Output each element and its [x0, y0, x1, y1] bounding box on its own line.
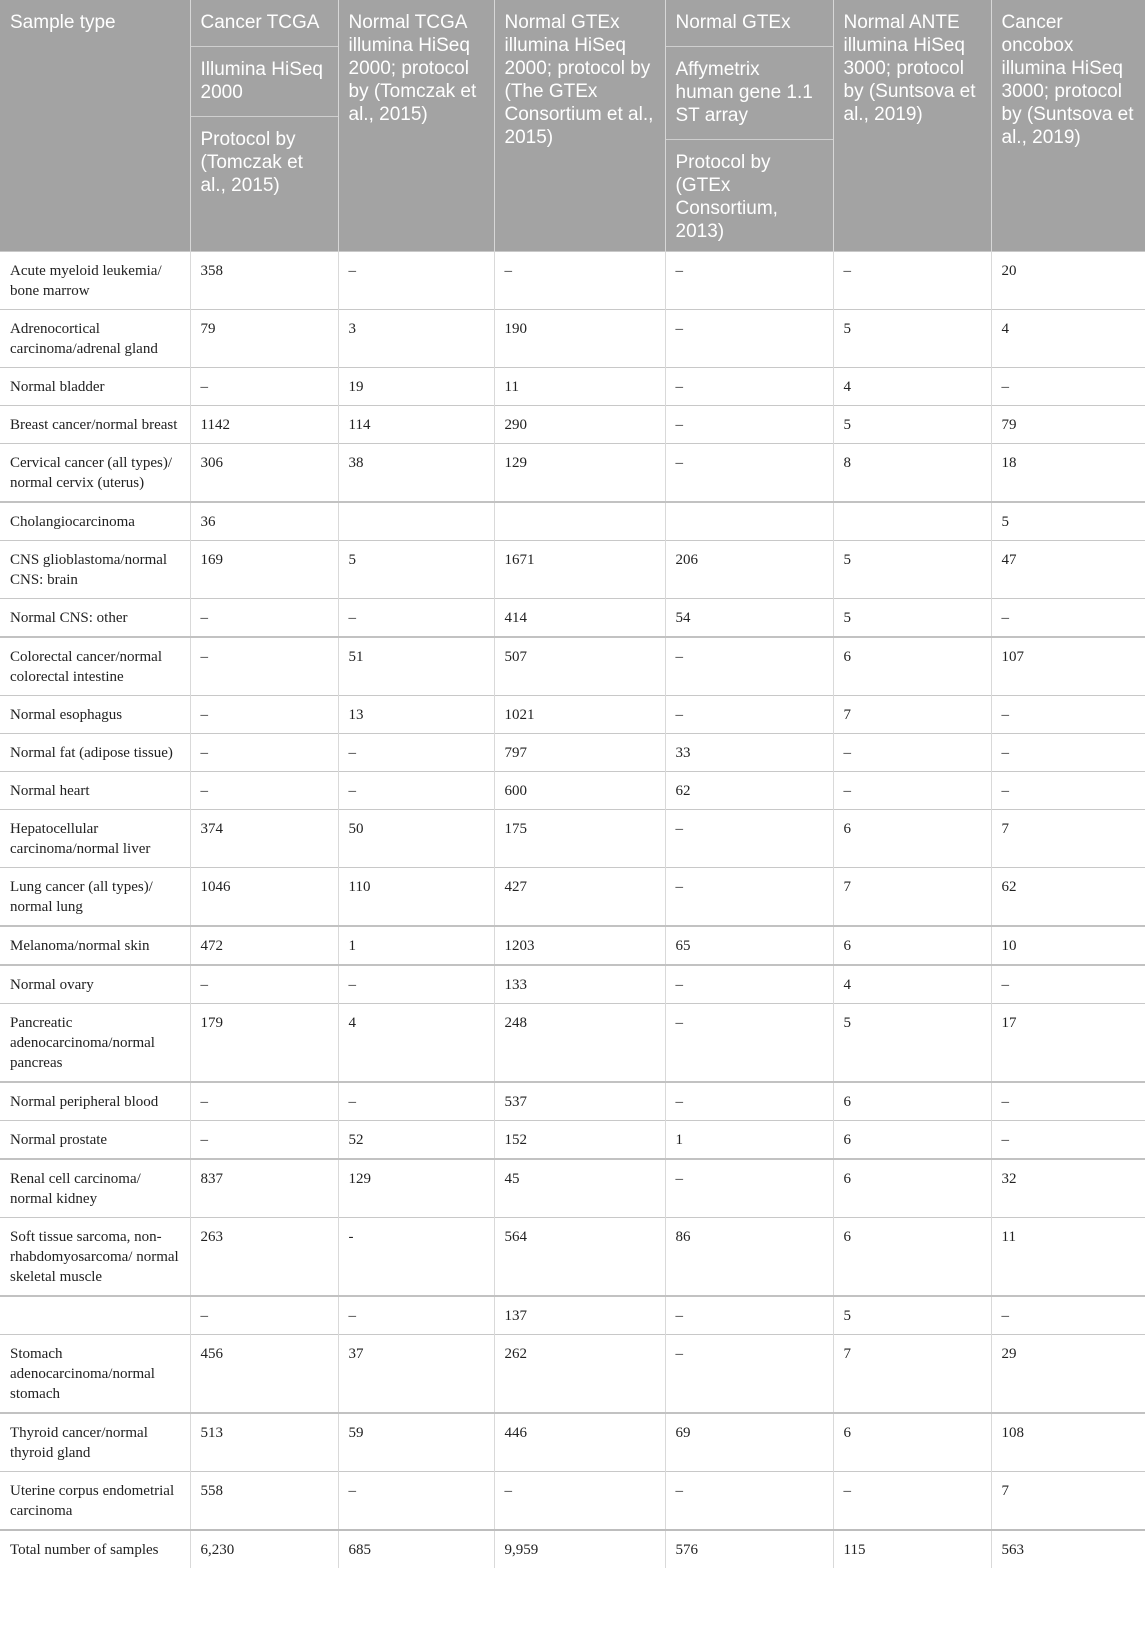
- cell-cancer-tcga: 169: [190, 541, 338, 599]
- cell-normal-gtex-affymetrix: –: [665, 252, 833, 310]
- cell-cancer-tcga: 1142: [190, 406, 338, 444]
- cell-normal-ante: –: [833, 734, 991, 772]
- cell-cancer-oncobox: 11: [991, 1218, 1145, 1297]
- cell-sample-type: Normal CNS: other: [0, 599, 190, 638]
- cell-normal-gtex-affymetrix: 54: [665, 599, 833, 638]
- total-cancer-tcga: 6,230: [190, 1530, 338, 1568]
- cell-cancer-oncobox: 20: [991, 252, 1145, 310]
- cell-sample-type: Renal cell carcinoma/ normal kidney: [0, 1159, 190, 1218]
- header-cancer-tcga: [190, 0, 338, 252]
- cell-normal-ante: 8: [833, 444, 991, 503]
- cell-normal-gtex-hiseq: 446: [494, 1413, 665, 1472]
- cell-cancer-tcga: 306: [190, 444, 338, 503]
- cell-normal-ante: 6: [833, 1082, 991, 1121]
- cell-normal-gtex-affymetrix: 86: [665, 1218, 833, 1297]
- table-row: [0, 310, 1145, 368]
- cell-normal-gtex-affymetrix: 69: [665, 1413, 833, 1472]
- cell-cancer-oncobox: 79: [991, 406, 1145, 444]
- table-row: [0, 926, 1145, 965]
- cell-cancer-tcga: 837: [190, 1159, 338, 1218]
- cell-normal-gtex-hiseq: –: [494, 252, 665, 310]
- cell-normal-gtex-affymetrix: –: [665, 1082, 833, 1121]
- header-cancer-tcga-protocol: Protocol by (Tomczak et al., 2015): [191, 116, 338, 197]
- cell-cancer-oncobox: 10: [991, 926, 1145, 965]
- table-body: [0, 252, 1145, 1569]
- cell-cancer-oncobox: 62: [991, 868, 1145, 927]
- cell-cancer-oncobox: –: [991, 965, 1145, 1004]
- cell-normal-ante: 7: [833, 1335, 991, 1414]
- cell-normal-gtex-affymetrix: –: [665, 444, 833, 503]
- cell-cancer-oncobox: –: [991, 368, 1145, 406]
- cell-normal-ante: 4: [833, 965, 991, 1004]
- cell-normal-gtex-affymetrix: –: [665, 406, 833, 444]
- cell-cancer-tcga: 36: [190, 502, 338, 541]
- cell-normal-tcga: 129: [338, 1159, 494, 1218]
- cell-normal-tcga: 4: [338, 1004, 494, 1083]
- cell-sample-type: Lung cancer (all types)/ normal lung: [0, 868, 190, 927]
- cell-normal-ante: 6: [833, 1218, 991, 1297]
- cell-cancer-tcga: –: [190, 1296, 338, 1335]
- cell-sample-type: Colorectal cancer/normal colorectal intestine: [0, 637, 190, 696]
- cell-cancer-oncobox: 7: [991, 810, 1145, 868]
- table-row: [0, 1159, 1145, 1218]
- total-normal-tcga: 685: [338, 1530, 494, 1568]
- cell-normal-gtex-hiseq: 262: [494, 1335, 665, 1414]
- cell-cancer-tcga: 263: [190, 1218, 338, 1297]
- table-row: [0, 1218, 1145, 1297]
- table-row: [0, 1121, 1145, 1160]
- header-normal-gtex-protocol: Protocol by (GTEx Consortium, 2013): [666, 139, 833, 243]
- cell-normal-tcga: 110: [338, 868, 494, 927]
- cell-cancer-tcga: –: [190, 368, 338, 406]
- cell-normal-gtex-hiseq: 133: [494, 965, 665, 1004]
- total-sample-type: Total number of samples: [0, 1530, 190, 1568]
- cell-cancer-tcga: 1046: [190, 868, 338, 927]
- cell-sample-type: Adrenocortical carcinoma/adrenal gland: [0, 310, 190, 368]
- table-row: [0, 1296, 1145, 1335]
- cell-normal-tcga: 5: [338, 541, 494, 599]
- cell-cancer-oncobox: –: [991, 696, 1145, 734]
- header-row: [0, 0, 1145, 252]
- total-normal-ante: 115: [833, 1530, 991, 1568]
- cell-sample-type: Normal heart: [0, 772, 190, 810]
- table-row: [0, 734, 1145, 772]
- cell-normal-tcga: 50: [338, 810, 494, 868]
- table-row: [0, 1413, 1145, 1472]
- cell-normal-ante: 5: [833, 541, 991, 599]
- cell-cancer-oncobox: –: [991, 1121, 1145, 1160]
- cell-cancer-tcga: 358: [190, 252, 338, 310]
- table-row: [0, 772, 1145, 810]
- table-row: [0, 502, 1145, 541]
- table-row: [0, 868, 1145, 927]
- table-row: [0, 599, 1145, 638]
- cell-normal-tcga: –: [338, 734, 494, 772]
- cell-normal-tcga: 37: [338, 1335, 494, 1414]
- cell-cancer-oncobox: –: [991, 1082, 1145, 1121]
- table-row: [0, 541, 1145, 599]
- cell-normal-gtex-hiseq: 11: [494, 368, 665, 406]
- cell-normal-gtex-affymetrix: 65: [665, 926, 833, 965]
- cell-cancer-tcga: 472: [190, 926, 338, 965]
- cell-normal-gtex-hiseq: 248: [494, 1004, 665, 1083]
- cell-sample-type: Hepatocellular carcinoma/normal liver: [0, 810, 190, 868]
- cell-cancer-oncobox: –: [991, 599, 1145, 638]
- cell-normal-tcga: –: [338, 1296, 494, 1335]
- cell-normal-tcga: –: [338, 965, 494, 1004]
- cell-cancer-tcga: –: [190, 965, 338, 1004]
- cell-cancer-tcga: –: [190, 637, 338, 696]
- cell-normal-gtex-affymetrix: –: [665, 310, 833, 368]
- cell-cancer-tcga: 513: [190, 1413, 338, 1472]
- cell-normal-tcga: –: [338, 1472, 494, 1531]
- header-cancer-tcga-platform: Illumina HiSeq 2000: [191, 46, 338, 104]
- cell-normal-tcga: 38: [338, 444, 494, 503]
- cell-sample-type: Soft tissue sarcoma, non-rhabdomyosarcoma/ normal skeletal muscle: [0, 1218, 190, 1297]
- cell-normal-gtex-hiseq: 1671: [494, 541, 665, 599]
- cell-cancer-oncobox: –: [991, 1296, 1145, 1335]
- cell-cancer-oncobox: –: [991, 772, 1145, 810]
- cell-sample-type: Pancreatic adenocarcinoma/normal pancreas: [0, 1004, 190, 1083]
- cell-normal-ante: 6: [833, 637, 991, 696]
- cell-cancer-tcga: –: [190, 696, 338, 734]
- cell-cancer-oncobox: 32: [991, 1159, 1145, 1218]
- cell-cancer-oncobox: 29: [991, 1335, 1145, 1414]
- cell-normal-tcga: 51: [338, 637, 494, 696]
- cell-normal-gtex-hiseq: 190: [494, 310, 665, 368]
- cell-normal-ante: 6: [833, 1121, 991, 1160]
- cell-normal-gtex-affymetrix: –: [665, 1004, 833, 1083]
- cell-cancer-tcga: –: [190, 1121, 338, 1160]
- cell-normal-tcga: 52: [338, 1121, 494, 1160]
- total-row: [0, 1530, 1145, 1568]
- cell-sample-type: Normal ovary: [0, 965, 190, 1004]
- cell-normal-tcga: [338, 502, 494, 541]
- cell-sample-type: Breast cancer/normal breast: [0, 406, 190, 444]
- cell-normal-ante: 6: [833, 1159, 991, 1218]
- cell-cancer-oncobox: 17: [991, 1004, 1145, 1083]
- cell-normal-ante: 4: [833, 368, 991, 406]
- cell-normal-tcga: 1: [338, 926, 494, 965]
- cell-normal-tcga: 19: [338, 368, 494, 406]
- cell-normal-gtex-hiseq: 507: [494, 637, 665, 696]
- cell-cancer-tcga: –: [190, 734, 338, 772]
- cell-normal-ante: –: [833, 772, 991, 810]
- cell-cancer-oncobox: –: [991, 734, 1145, 772]
- cell-normal-gtex-hiseq: 600: [494, 772, 665, 810]
- cell-normal-gtex-hiseq: 1021: [494, 696, 665, 734]
- cell-normal-ante: 5: [833, 406, 991, 444]
- cell-normal-tcga: 3: [338, 310, 494, 368]
- table-row: [0, 406, 1145, 444]
- cell-normal-gtex-affymetrix: 206: [665, 541, 833, 599]
- cell-normal-gtex-hiseq: [494, 502, 665, 541]
- cell-cancer-tcga: –: [190, 1082, 338, 1121]
- table-row: [0, 696, 1145, 734]
- cell-normal-gtex-affymetrix: 33: [665, 734, 833, 772]
- cell-normal-ante: 6: [833, 810, 991, 868]
- header-cancer-tcga-title: Cancer TCGA: [200, 12, 320, 33]
- cell-cancer-tcga: 558: [190, 1472, 338, 1531]
- cell-normal-gtex-affymetrix: –: [665, 1335, 833, 1414]
- cell-normal-gtex-affymetrix: –: [665, 696, 833, 734]
- cell-normal-ante: 6: [833, 926, 991, 965]
- cell-normal-gtex-affymetrix: –: [665, 368, 833, 406]
- cell-cancer-oncobox: 18: [991, 444, 1145, 503]
- cell-cancer-oncobox: 5: [991, 502, 1145, 541]
- header-normal-tcga: Normal TCGA illumina HiSeq 2000; protocol by (Tomczak et al., 2015): [338, 0, 494, 252]
- cell-normal-ante: 7: [833, 868, 991, 927]
- cell-cancer-tcga: –: [190, 599, 338, 638]
- cell-normal-gtex-hiseq: 152: [494, 1121, 665, 1160]
- cell-sample-type: Thyroid cancer/normal thyroid gland: [0, 1413, 190, 1472]
- cell-normal-gtex-hiseq: 45: [494, 1159, 665, 1218]
- cell-normal-ante: 5: [833, 599, 991, 638]
- cell-normal-gtex-hiseq: 414: [494, 599, 665, 638]
- header-normal-gtex-affymetrix: [665, 0, 833, 252]
- header-normal-gtex-platform: Affymetrix human gene 1.1 ST array: [666, 46, 833, 127]
- cell-sample-type: Normal esophagus: [0, 696, 190, 734]
- cell-sample-type: Uterine corpus endometrial carcinoma: [0, 1472, 190, 1531]
- cell-normal-ante: 6: [833, 1413, 991, 1472]
- cell-cancer-oncobox: 4: [991, 310, 1145, 368]
- cell-normal-gtex-affymetrix: –: [665, 1472, 833, 1531]
- cell-normal-gtex-hiseq: 1203: [494, 926, 665, 965]
- table-row: [0, 1335, 1145, 1414]
- table-row: [0, 637, 1145, 696]
- cell-normal-gtex-hiseq: 290: [494, 406, 665, 444]
- cell-normal-gtex-hiseq: 427: [494, 868, 665, 927]
- cell-normal-gtex-affymetrix: –: [665, 965, 833, 1004]
- cell-normal-gtex-affymetrix: 1: [665, 1121, 833, 1160]
- cell-sample-type: Cholangiocarcinoma: [0, 502, 190, 541]
- cell-cancer-oncobox: 47: [991, 541, 1145, 599]
- cell-cancer-tcga: –: [190, 772, 338, 810]
- cell-normal-ante: 5: [833, 310, 991, 368]
- cell-normal-gtex-affymetrix: [665, 502, 833, 541]
- cell-normal-tcga: -: [338, 1218, 494, 1297]
- header-cancer-oncobox: Cancer oncobox illumina HiSeq 3000; protocol by (Suntsova et al., 2019): [991, 0, 1145, 252]
- table-row: [0, 965, 1145, 1004]
- cell-normal-gtex-affymetrix: –: [665, 1296, 833, 1335]
- cell-normal-tcga: –: [338, 772, 494, 810]
- cell-cancer-tcga: 79: [190, 310, 338, 368]
- cell-sample-type: Cervical cancer (all types)/ normal cervix (uterus): [0, 444, 190, 503]
- header-normal-gtex-hiseq: Normal GTEx illumina HiSeq 2000; protocol by (The GTEx Consortium et al., 2015): [494, 0, 665, 252]
- cell-normal-gtex-affymetrix: 62: [665, 772, 833, 810]
- cell-normal-tcga: 13: [338, 696, 494, 734]
- cell-normal-gtex-hiseq: 537: [494, 1082, 665, 1121]
- cell-sample-type: CNS glioblastoma/normal CNS: brain: [0, 541, 190, 599]
- cell-cancer-oncobox: 107: [991, 637, 1145, 696]
- table-row: [0, 1472, 1145, 1531]
- cell-cancer-oncobox: 108: [991, 1413, 1145, 1472]
- cell-sample-type: Stomach adenocarcinoma/normal stomach: [0, 1335, 190, 1414]
- cell-sample-type: Normal fat (adipose tissue): [0, 734, 190, 772]
- cell-sample-type: [0, 1296, 190, 1335]
- cell-normal-gtex-affymetrix: –: [665, 868, 833, 927]
- table-row: [0, 1004, 1145, 1083]
- cell-normal-ante: –: [833, 1472, 991, 1531]
- cell-normal-gtex-affymetrix: –: [665, 810, 833, 868]
- cell-normal-gtex-affymetrix: –: [665, 1159, 833, 1218]
- cell-normal-tcga: –: [338, 599, 494, 638]
- header-normal-ante: Normal ANTE illumina HiSeq 3000; protocol by (Suntsova et al., 2019): [833, 0, 991, 252]
- cell-normal-gtex-hiseq: 129: [494, 444, 665, 503]
- cell-cancer-tcga: 456: [190, 1335, 338, 1414]
- table-row: [0, 1082, 1145, 1121]
- cell-cancer-tcga: 374: [190, 810, 338, 868]
- cell-normal-tcga: 59: [338, 1413, 494, 1472]
- cell-normal-ante: [833, 502, 991, 541]
- total-cancer-oncobox: 563: [991, 1530, 1145, 1568]
- cell-normal-gtex-hiseq: –: [494, 1472, 665, 1531]
- cell-sample-type: Normal prostate: [0, 1121, 190, 1160]
- cell-normal-ante: –: [833, 252, 991, 310]
- cell-normal-ante: 7: [833, 696, 991, 734]
- table-row: [0, 810, 1145, 868]
- cell-cancer-tcga: 179: [190, 1004, 338, 1083]
- cell-sample-type: Melanoma/normal skin: [0, 926, 190, 965]
- table-row: [0, 252, 1145, 310]
- cell-normal-gtex-affymetrix: –: [665, 637, 833, 696]
- cell-normal-tcga: –: [338, 1082, 494, 1121]
- total-normal-gtex-hiseq: 9,959: [494, 1530, 665, 1568]
- header-sample-type: Sample type: [0, 0, 190, 252]
- cell-normal-gtex-hiseq: 564: [494, 1218, 665, 1297]
- cell-normal-tcga: –: [338, 252, 494, 310]
- cell-normal-gtex-hiseq: 175: [494, 810, 665, 868]
- cell-sample-type: Normal peripheral blood: [0, 1082, 190, 1121]
- cell-cancer-oncobox: 7: [991, 1472, 1145, 1531]
- cell-normal-tcga: 114: [338, 406, 494, 444]
- table-row: [0, 368, 1145, 406]
- header-normal-gtex-title: Normal GTEx: [675, 12, 791, 33]
- cell-normal-ante: 5: [833, 1004, 991, 1083]
- cell-normal-ante: 5: [833, 1296, 991, 1335]
- cell-normal-gtex-hiseq: 137: [494, 1296, 665, 1335]
- cell-sample-type: Normal bladder: [0, 368, 190, 406]
- total-normal-gtex-affymetrix: 576: [665, 1530, 833, 1568]
- cell-normal-gtex-hiseq: 797: [494, 734, 665, 772]
- table-row: [0, 444, 1145, 503]
- cell-sample-type: Acute myeloid leukemia/ bone marrow: [0, 252, 190, 310]
